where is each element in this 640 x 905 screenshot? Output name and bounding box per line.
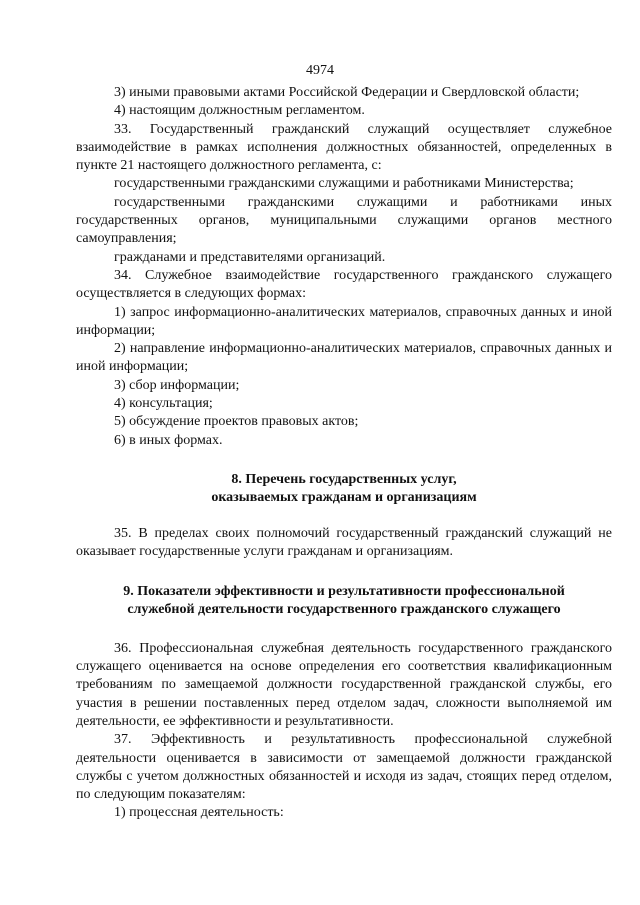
paragraph-35: 35. В пределах своих полномочий государственный гражданский служащий не оказывает государственные услуги гражданам и организациям. <box>76 525 612 559</box>
form-item-6: 6) в иных формах. <box>114 432 223 448</box>
form-item-5: 5) обсуждение проектов правовых актов; <box>114 414 359 430</box>
paragraph-37: 37. Эффективность и результативность профессиональной служебной деятельности оценивается в зависимости от замещаемой должности гражданской службы с учетом должностных обязанностей и исходя из задач, стоящих перед отделом, по следующим показателям: <box>76 732 612 803</box>
section-9-heading-line-2: служебной деятельности государственного гражданского служащего <box>127 602 561 618</box>
interaction-party-3: гражданами и представителями организаций. <box>114 249 386 265</box>
section-9-heading-line-1: 9. Показатели эффективности и результативности профессиональной <box>123 584 565 600</box>
document-body <box>76 84 612 823</box>
form-item-1: 1) запрос информационно-аналитических материалов, справочных данных и иной информации; <box>76 304 612 338</box>
form-item-3: 3) сбор информации; <box>114 377 240 393</box>
section-8-heading-line-1: 8. Перечень государственных услуг, <box>231 471 457 487</box>
list-item-3: 3) иными правовыми актами Российской Федерации и Свердловской области; <box>114 85 580 100</box>
form-item-4: 4) консультация; <box>114 396 213 412</box>
form-item-2: 2) направление информационно-аналитических материалов, справочных данных и иной информации; <box>76 341 612 375</box>
interaction-party-1: государственными гражданскими служащими и работниками Министерства; <box>114 176 574 192</box>
section-8-heading-line-2: оказываемых гражданам и организациям <box>211 490 477 506</box>
paragraph-34: 34. Служебное взаимодействие государственного гражданского служащего осуществляется в следующих формах: <box>76 267 612 302</box>
list-item-4: 4) настоящим должностным регламентом. <box>114 103 365 119</box>
indicator-item-1: 1) процессная деятельность: <box>114 805 284 821</box>
paragraph-36: 36. Профессиональная служебная деятельность государственного гражданского служащего оценивается на основе определения его соответствия квалификационным требованиям по замещаемой должности государственной гражданской службы, его участия в решении поставленных перед отделом задач, сложности выполняемой им деятельности, ее эффективности и результативности. <box>76 640 612 729</box>
interaction-party-2: государственными гражданскими служащими и работниками иных государственных органов, муниципальными служащими органов местного самоуправления; <box>76 194 612 247</box>
page-number: 4974 <box>306 63 334 78</box>
paragraph-33: 33. Государственный гражданский служащий осуществляет служебное взаимодействие в рамках исполнения должностных обязанностей, определенных в пункте 21 настоящего должностного регламента, с: <box>76 121 612 174</box>
